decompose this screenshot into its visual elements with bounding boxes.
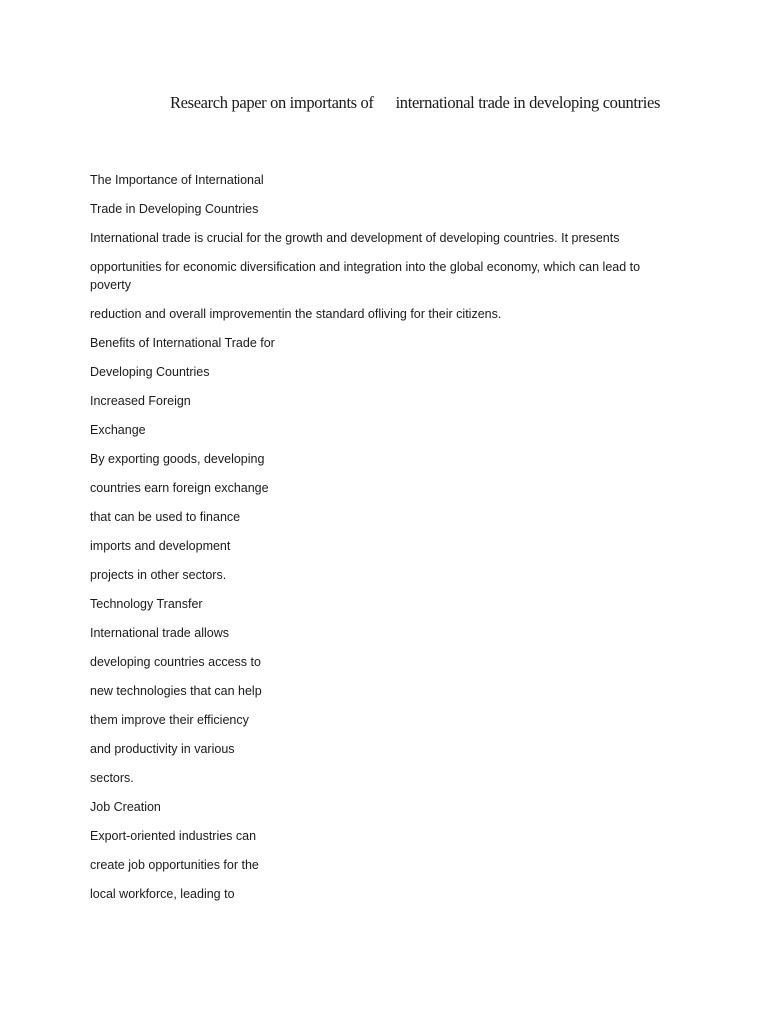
- paragraph-line: local workforce, leading to: [90, 887, 235, 901]
- paragraph-line: sectors.: [90, 771, 134, 785]
- paragraph-line: reduction and overall improvementin the standard ofliving for their citizens.: [90, 307, 502, 321]
- paragraph-line: opportunities for economic diversification and integration into the global economy, which can lead to poverty: [90, 260, 641, 292]
- paragraph-line: Export-oriented industries can: [90, 829, 257, 843]
- paragraph-line: countries earn foreign exchange: [90, 481, 269, 495]
- paragraph-line: International trade is crucial for the growth and development of developing countries. It presents: [90, 231, 620, 245]
- document-body: [90, 171, 680, 914]
- section-heading: Trade in Developing Countries: [90, 202, 259, 216]
- paragraph-line: developing countries access to: [90, 655, 261, 669]
- paragraph-line: them improve their efficiency: [90, 713, 249, 727]
- paragraph-line: new technologies that can help: [90, 684, 262, 698]
- paragraph-line: projects in other sectors.: [90, 568, 227, 582]
- subsection-heading: Technology Transfer: [90, 597, 203, 611]
- paragraph-line: create job opportunities for the: [90, 858, 259, 872]
- paragraph-line: imports and development: [90, 539, 231, 553]
- section-heading: The Importance of International: [90, 173, 264, 187]
- section-heading: Benefits of International Trade for: [90, 336, 275, 350]
- paragraph-line: By exporting goods, developing: [90, 452, 265, 466]
- subsection-heading: Job Creation: [90, 800, 161, 814]
- subsection-heading: Exchange: [90, 423, 146, 437]
- title-part-2: international trade in developing countries: [395, 93, 661, 112]
- page-title: [170, 93, 730, 113]
- subsection-heading: Increased Foreign: [90, 394, 191, 408]
- paragraph-line: and productivity in various: [90, 742, 235, 756]
- paragraph-line: that can be used to finance: [90, 510, 241, 524]
- title-part-1: Research paper on importants of: [170, 93, 374, 112]
- section-heading: Developing Countries: [90, 365, 210, 379]
- paragraph-line: International trade allows: [90, 626, 229, 640]
